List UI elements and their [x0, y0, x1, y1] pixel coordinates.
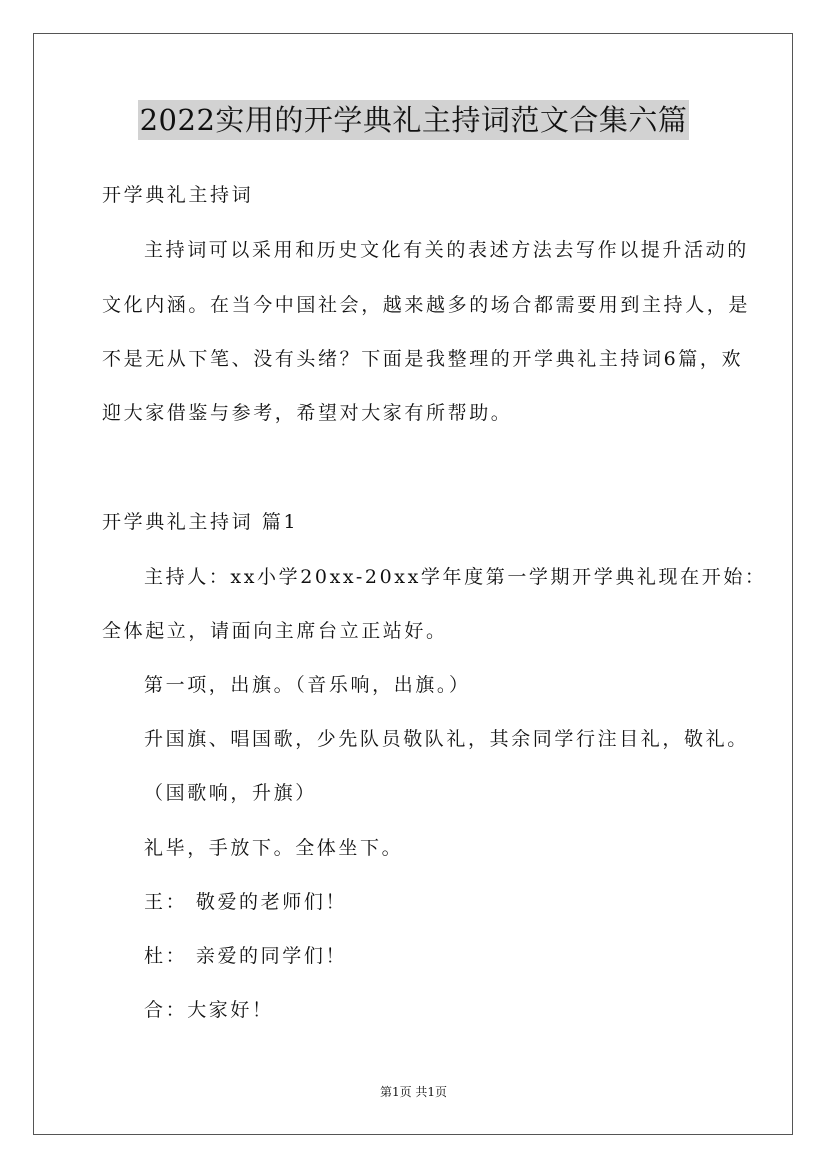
body-line: 杜： 亲爱的同学们！ [144, 945, 348, 967]
intro-heading: 开学典礼主持词 [102, 184, 254, 206]
title-container [0, 100, 827, 140]
body-line: 主持人：xx小学20xx-20xx学年度第一学期开学典礼现在开始： [144, 566, 767, 588]
body-line: 王： 敬爱的老师们！ [144, 891, 348, 913]
intro-line: 主持词可以采用和历史文化有关的表述方法去写作以提升活动的 [144, 239, 749, 261]
document-title: 2022实用的开学典礼主持词范文合集六篇 [138, 100, 690, 140]
body-line: 升国旗、唱国歌，少先队员敬队礼，其余同学行注目礼，敬礼。 [144, 728, 749, 750]
body-line: 全体起立，请面向主席台立正站好。 [102, 620, 448, 642]
intro-line: 迎大家借鉴与参考，希望对大家有所帮助。 [102, 402, 513, 424]
body-line: （国歌响，升旗） [144, 782, 317, 804]
body-line: 礼毕，手放下。全体坐下。 [144, 837, 404, 859]
body-line: 第一项，出旗。（音乐响，出旗。） [144, 674, 471, 696]
section-heading: 开学典礼主持词 篇1 [102, 511, 299, 533]
body-line: 合：大家好！ [144, 999, 274, 1021]
intro-line: 文化内涵。在当今中国社会，越来越多的场合都需要用到主持人，是 [102, 294, 751, 316]
page-footer: 第1页 共1页 [379, 1085, 448, 1099]
intro-line: 不是无从下笔、没有头绪？下面是我整理的开学典礼主持词6篇，欢 [102, 348, 744, 370]
